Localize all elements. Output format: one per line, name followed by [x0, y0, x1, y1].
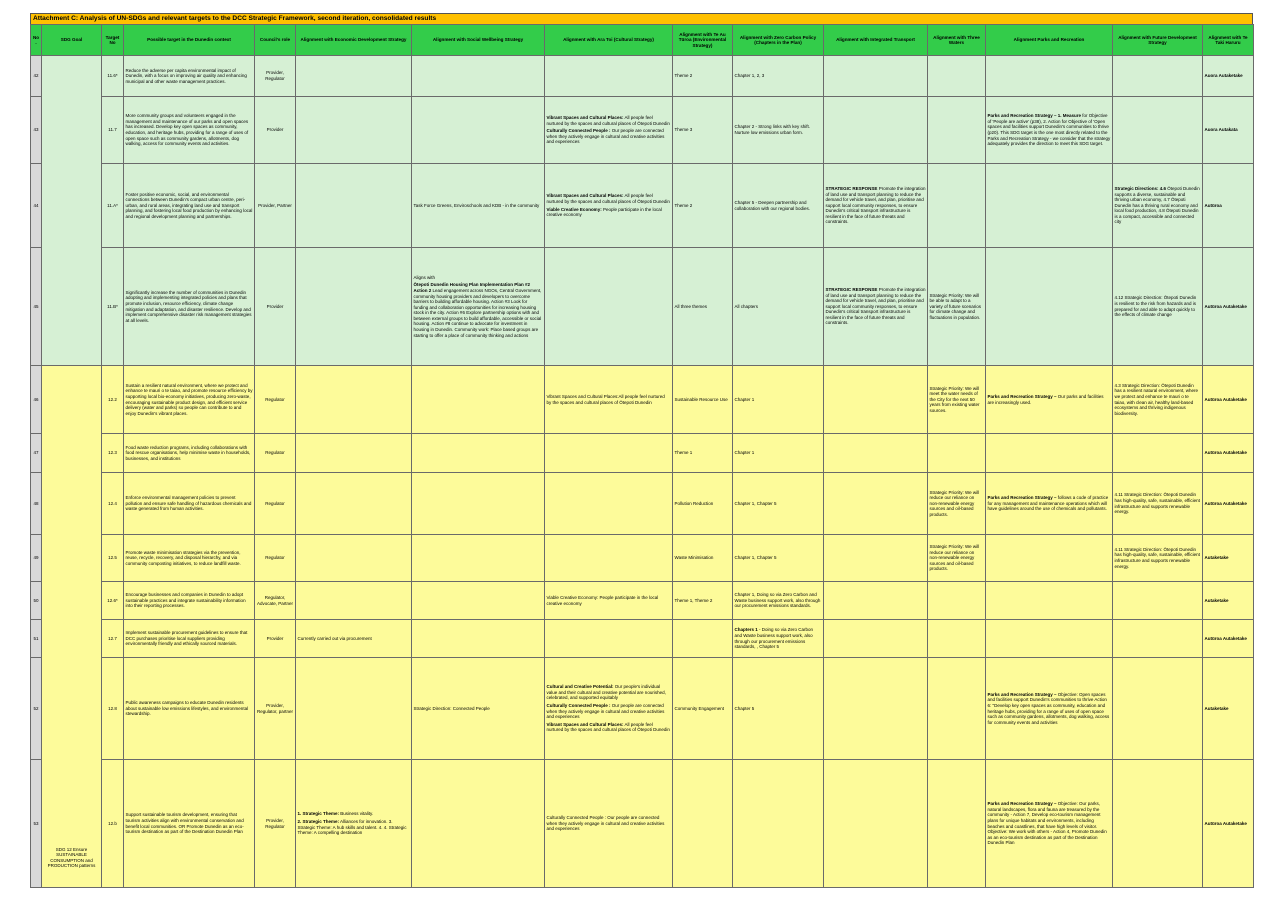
cell-paragraph: [826, 186, 926, 225]
bold-heading: Parks and Recreation Strategy – 1. Measure: [987, 113, 1082, 119]
body-text: Alliances for innovation. 3. Strategic Theme: A hub skills and talent. 4. 4. Strategic Theme: A compelling destination: [297, 818, 407, 836]
cell-paragraph: [988, 394, 1111, 405]
body-text: Vibrant Spaces and Cultural Places:All people feel nurtured by the spaces and cultural places of Ōtepoti Dunedin: [546, 393, 665, 405]
table-row: [31, 248, 1254, 366]
social-alignment[interactable]: [412, 620, 545, 658]
council-role[interactable]: Provider: [255, 97, 296, 164]
bold-heading: Chapters 1: [734, 627, 758, 633]
header-te-taki-haruru[interactable]: Alignment with Te Taki Haruru: [1203, 25, 1254, 56]
cell-paragraph: [1115, 186, 1201, 225]
row-number[interactable]: 48: [31, 473, 42, 535]
te-taki-haruru-alignment[interactable]: Autaketake: [1203, 582, 1254, 620]
body-text: Objective: Open spaces and facilities support Dunedin's communities to thrive Action 6: "Develop key open spaces as community, education and heritage hubs, providing for a range of uses of open space such as community gardens, allotments, dog walking, access for community events and activities: [987, 691, 1110, 725]
row-number[interactable]: 46: [31, 366, 42, 434]
future-development-alignment[interactable]: [1113, 620, 1203, 658]
cell-paragraph: [1115, 383, 1201, 417]
social-alignment[interactable]: [412, 434, 545, 473]
future-development-alignment[interactable]: [1113, 658, 1203, 760]
zero-carbon-alignment[interactable]: Chapter 1, 2, 3: [733, 56, 824, 97]
body-text: follows a code of practice for any management and maintenance operations which will have guidelines around the use of chemicals and pollutants.: [987, 495, 1109, 512]
row-number[interactable]: 51: [31, 620, 42, 658]
te-taki-haruru-alignment[interactable]: Auora Autakata: [1203, 97, 1254, 164]
target-number[interactable]: 11.A*: [102, 164, 124, 248]
body-text: Lead engagement across NGOs, Central Government, community housing providers and developers to overcome barriers to building affordable housing. Action #3 Look for funding and collaboration opportunities for increasing housing stock in the city. Action #6 Explore partnership options with and between external groups to build affordable, accessible or social housing. Action #8 continue to advocate for investment in housing in Dunedin. Community work: Place based groups are starting to offer a place of community thinking and actions: [413, 287, 542, 338]
transport-alignment[interactable]: [824, 658, 928, 760]
body-text: All people feel nurtured by the spaces and cultural places of Ōtepoti Dunedin: [546, 721, 670, 733]
row-number[interactable]: 43: [31, 97, 42, 164]
target-number[interactable]: 12.7: [102, 620, 124, 658]
transport-alignment[interactable]: [824, 97, 928, 164]
sdg-goal-11-cell[interactable]: [42, 56, 102, 366]
cell-paragraph: [988, 113, 1111, 147]
ara-toi-alignment[interactable]: [545, 97, 673, 164]
te-au-turoa-alignment[interactable]: All three themes: [673, 248, 733, 366]
social-alignment[interactable]: [412, 248, 545, 366]
target-number[interactable]: 12.4: [102, 473, 124, 535]
bold-heading: STRATEGIC RESPONSE: [825, 286, 878, 292]
body-text: 4.11 Strategic Direction: Ōtepoti Dunedin has high-quality, safe, sustainable, efficient infrastructure and supports renewable energy.: [1114, 546, 1200, 569]
header-no[interactable]: No.: [31, 25, 42, 56]
three-waters-alignment[interactable]: [928, 582, 986, 620]
header-economic[interactable]: Alignment with Economic Development Strategy: [296, 25, 412, 56]
bold-heading: Culturally Connected People :: [546, 128, 611, 134]
possible-target[interactable]: Sustain a resilient natural environment, where we protect and enhance te mauri o te taiao, and promote resource efficiency by supporting local bio-economy initiatives, producing zero-waste, encouraging sustainable product design, and efficient service delivery (water and parks) so people can contribute to and enjoy Dunedin's vibrant places.: [124, 366, 255, 434]
target-number[interactable]: 11.7: [102, 97, 124, 164]
target-number[interactable]: 12.6*: [102, 582, 124, 620]
bold-heading: Viable Creative Economy:: [546, 206, 602, 212]
te-au-turoa-alignment[interactable]: Community Engagement: [673, 658, 733, 760]
three-waters-alignment[interactable]: [928, 164, 986, 248]
cell-paragraph: [547, 207, 671, 218]
body-text: Our people are connected when they actively engage in cultural and creative activities and experiences: [546, 128, 665, 145]
table-row: [31, 620, 1254, 658]
alignment-table: [30, 24, 1254, 888]
header-parks[interactable]: Alignment Parks and Recreation: [986, 25, 1113, 56]
transport-alignment[interactable]: [824, 248, 928, 366]
social-alignment[interactable]: [412, 97, 545, 164]
bold-heading: Parks and Recreation Strategy –: [987, 495, 1057, 501]
header-ara-toi[interactable]: Alignment with Ara Toi (Cultural Strategy): [545, 25, 673, 56]
ara-toi-alignment[interactable]: [545, 620, 673, 658]
body-text: 4.11 Strategic Direction: Ōtepoti Dunedin has high-quality, safe, sustainable, efficient infrastructure and supports renewable energy.: [1114, 492, 1200, 515]
zero-carbon-alignment[interactable]: Chapter 1: [733, 434, 824, 473]
cell-paragraph: [547, 394, 671, 405]
spreadsheet: [30, 13, 1253, 888]
economic-alignment[interactable]: [296, 760, 412, 888]
possible-target[interactable]: Encourage businesses and companies in Dunedin to adopt sustainable practices and integrate sustainability information into their reporting processes.: [124, 582, 255, 620]
council-role[interactable]: Provider, Regulator: [255, 56, 296, 97]
economic-alignment[interactable]: [296, 97, 412, 164]
cell-paragraph: [547, 815, 671, 832]
possible-target[interactable]: Foster positive economic, social, and environmental connections between Dunedin's compact urban centre, peri-urban, and rural areas, integrating land use and transport planning, and fostering local food production by enhancing local and regional development planning and partnerships.: [124, 164, 255, 248]
body-text: All people feel nurtured by the spaces and cultural places of Ōtepoti Dunedin: [546, 115, 670, 126]
body-text: Business vitality.: [339, 811, 374, 817]
body-text: Ōtepoti Dunedin supports a diverse, sustainable and thriving urban economy, 4.7 Ōtepoti Dunedin has a thriving rural economy and local food production, 4.8 Ōtepoti Dunedin is a compact, accessible and connected city: [1114, 185, 1200, 225]
ara-toi-alignment[interactable]: [545, 248, 673, 366]
council-role[interactable]: Provider, Partner: [255, 164, 296, 248]
bold-heading: Vibrant Spaces and Cultural Places:: [546, 193, 624, 199]
council-role[interactable]: Provider, Regulator, partner: [255, 658, 296, 760]
target-number[interactable]: 12.b: [102, 760, 124, 888]
future-development-alignment[interactable]: [1113, 582, 1203, 620]
social-alignment[interactable]: [412, 760, 545, 888]
parks-alignment[interactable]: [986, 760, 1113, 888]
body-text: Viable Creative Economy: People participate in the local creative economy: [546, 594, 659, 606]
cell-paragraph: [547, 193, 671, 204]
body-text: All people feel nurtured by the spaces and cultural places of Ōtepoti Dunedin: [546, 193, 670, 204]
cell-paragraph: [547, 722, 671, 733]
zero-carbon-alignment[interactable]: Chapter 1, Doing so via Zero Carbon and Waste business support work, also through our procurement emissions standards.: [733, 582, 824, 620]
body-text: Objective: Our parks, natural landscapes, flora and fauna are treasured by the community - Action 7, Develop eco-tourism management plans for unique habitats and environments, including beaches and coastlines, that have high levels of visitor. Objective: We work with others - Action 4, Promote Dunedin as an eco-tourism destination as part of the Destination Dunedin Plan: [987, 801, 1107, 846]
transport-alignment[interactable]: [824, 582, 928, 620]
body-text: Culturally Connected People : Our people are connected when they actively engage in cultural and creative activities and experiences: [546, 815, 665, 832]
te-taki-haruru-alignment[interactable]: Autūroa Autaketake: [1203, 620, 1254, 658]
te-au-turoa-alignment[interactable]: [673, 760, 733, 888]
bold-heading: 1. Strategic Theme:: [297, 811, 340, 817]
three-waters-alignment[interactable]: Strategic Priority: We will be able to adapt to a variety of future scenarios for climate change and fluctuations in population.: [928, 248, 986, 366]
council-role[interactable]: Provider: [255, 248, 296, 366]
social-alignment[interactable]: Task Force Greens, Enviroschools and KDB - in the community: [412, 164, 545, 248]
cell-paragraph: [547, 703, 671, 720]
three-waters-alignment[interactable]: Strategic Priority: We will meet the water needs of the City for the next 50 years from existing water sources.: [928, 366, 986, 434]
te-taki-haruru-alignment[interactable]: Auora Autaketake: [1203, 56, 1254, 97]
transport-alignment[interactable]: [824, 760, 928, 888]
ara-toi-alignment[interactable]: [545, 658, 673, 760]
target-number[interactable]: 12.3: [102, 434, 124, 473]
parks-alignment[interactable]: [986, 366, 1113, 434]
te-taki-haruru-alignment[interactable]: Autūroa Autaketake: [1203, 473, 1254, 535]
bold-heading: Vibrant Spaces and Cultural Places:: [546, 115, 624, 121]
future-development-alignment[interactable]: [1113, 164, 1203, 248]
row-number[interactable]: 49: [31, 535, 42, 582]
three-waters-alignment[interactable]: [928, 434, 986, 473]
cell-paragraph: [826, 287, 926, 326]
ara-toi-alignment[interactable]: [545, 434, 673, 473]
te-au-turoa-alignment[interactable]: Theme 3: [673, 97, 733, 164]
economic-alignment[interactable]: [296, 434, 412, 473]
te-taki-haruru-alignment[interactable]: Autūroa: [1203, 164, 1254, 248]
transport-alignment[interactable]: [824, 56, 928, 97]
three-waters-alignment[interactable]: [928, 760, 986, 888]
row-number[interactable]: 52: [31, 658, 42, 760]
possible-target[interactable]: Significantly increase the number of communities in Dunedin adopting and implementing integrated policies and plans that promote inclusion, resource efficiency, climate change mitigation and adaptation, and disaster resilience. Develop and implement comprehensive disaster risk management strategies at all levels.: [124, 248, 255, 366]
bold-heading: Parks and Recreation Strategy –: [987, 801, 1057, 807]
zero-carbon-alignment[interactable]: Chapter 5 - Deepen partnership and collaboration with our regional bodies.: [733, 164, 824, 248]
social-alignment[interactable]: [412, 582, 545, 620]
parks-alignment[interactable]: [986, 582, 1113, 620]
bold-heading: Parks and Recreation Strategy –: [987, 691, 1057, 697]
header-social[interactable]: Alignment with Social Wellbeing Strategy: [412, 25, 545, 56]
header-target[interactable]: Target No: [102, 25, 124, 56]
bold-heading: Strategic Directions: 4.6: [1114, 185, 1167, 191]
table-row: [31, 760, 1254, 888]
parks-alignment[interactable]: [986, 473, 1113, 535]
council-role[interactable]: Regulator: [255, 366, 296, 434]
te-taki-haruru-alignment[interactable]: Autaketake: [1203, 658, 1254, 760]
te-au-turoa-alignment[interactable]: Theme 1: [673, 434, 733, 473]
header-row: [31, 25, 1254, 56]
parks-alignment[interactable]: [986, 97, 1113, 164]
cell-paragraph: [547, 684, 671, 701]
table-row: [31, 434, 1254, 473]
body-text: People participate in the local creative economy: [546, 206, 662, 218]
body-text: Our people are connected when they actively engage in cultural and creative activities and experiences: [546, 702, 665, 720]
future-development-alignment[interactable]: [1113, 434, 1203, 473]
zero-carbon-alignment[interactable]: Chapter 5: [733, 658, 824, 760]
body-text: 4.12 Strategic Direction: Ōtepoti Dunedin is resilient to the risk from hazards and is prepared for and able to adapt quickly to the effects of climate change: [1114, 295, 1197, 318]
cell-paragraph: [988, 692, 1111, 726]
cell-paragraph: [1115, 492, 1201, 514]
cell-paragraph: [1115, 547, 1201, 569]
header-transport[interactable]: Alignment with Integrated Transport: [824, 25, 928, 56]
cell-paragraph: [735, 627, 822, 649]
three-waters-alignment[interactable]: Strategic Priority: We will reduce our reliance on non-renewable energy sources and oil-based products.: [928, 535, 986, 582]
bold-heading: Parks and Recreation Strategy –: [987, 393, 1057, 399]
ara-toi-alignment[interactable]: [545, 760, 673, 888]
zero-carbon-alignment[interactable]: Chapter 2 - Strong links with key shift. Nurture low emissions urban form.: [733, 97, 824, 164]
body-text: Our parks and facilities are increasingly used.: [987, 393, 1104, 405]
bold-heading: Vibrant Spaces and Cultural Places:: [546, 721, 624, 727]
three-waters-alignment[interactable]: [928, 56, 986, 97]
te-au-turoa-alignment[interactable]: Pollution Reduction: [673, 473, 733, 535]
possible-target[interactable]: Implement sustainable procurement guidelines to ensure that DCC purchases prioritise local suppliers providing environmentally friendly and ethically sourced materials.: [124, 620, 255, 658]
economic-alignment[interactable]: [296, 658, 412, 760]
row-number[interactable]: 42: [31, 56, 42, 97]
transport-alignment[interactable]: [824, 620, 928, 658]
transport-alignment[interactable]: [824, 366, 928, 434]
bold-heading: 2. Strategic Theme:: [297, 818, 340, 824]
council-role[interactable]: Provider, Regulator: [255, 760, 296, 888]
row-number[interactable]: 50: [31, 582, 42, 620]
table-row: [31, 97, 1254, 164]
future-development-alignment[interactable]: [1113, 97, 1203, 164]
table-row: [31, 164, 1254, 248]
three-waters-alignment[interactable]: Strategic Priority: We will reduce our reliance on non-renewable energy sources and oil-based products.: [928, 473, 986, 535]
header-future-development[interactable]: Alignment with Future Development Strategy: [1113, 25, 1203, 56]
row-number[interactable]: 47: [31, 434, 42, 473]
transport-alignment[interactable]: [824, 164, 928, 248]
council-role[interactable]: Provider: [255, 620, 296, 658]
economic-alignment[interactable]: [296, 366, 412, 434]
zero-carbon-alignment[interactable]: All chapters: [733, 248, 824, 366]
row-number[interactable]: 45: [31, 248, 42, 366]
social-alignment[interactable]: Strategic Direction: Connected People: [412, 658, 545, 760]
possible-target[interactable]: More community groups and volunteers engaged in the management and maintenance of our parks and open spaces has increased. Develop key open spaces as community, education, and heritage hubs, providing for a range of uses of open space such as community gardens, allotments, dog walking, access for community events and activities.: [124, 97, 255, 164]
transport-alignment[interactable]: [824, 535, 928, 582]
economic-alignment[interactable]: Currently carried out via procurement: [296, 620, 412, 658]
zero-carbon-alignment[interactable]: [733, 620, 824, 658]
future-development-alignment[interactable]: [1113, 473, 1203, 535]
te-au-turoa-alignment[interactable]: Sustainable Resource Use: [673, 366, 733, 434]
bold-heading: STRATEGIC RESPONSE: [825, 185, 878, 191]
zero-carbon-alignment[interactable]: Chapter 1: [733, 366, 824, 434]
body-text: for Objective of 'People are active' (p38), 2. Action for Objective of 'Open spaces and facilities support Dunedin's communities to thrive (p20). This SDG target is the one most directly related to the Parks and Recreation Strategy - we consider that the strategy adequately provides the direction to meet this SDG target.: [987, 113, 1111, 147]
bold-heading: Cultural and Creative Potential:: [546, 684, 614, 690]
te-au-turoa-alignment[interactable]: [673, 620, 733, 658]
social-alignment[interactable]: [412, 535, 545, 582]
te-au-turoa-alignment[interactable]: Theme 2: [673, 164, 733, 248]
social-alignment[interactable]: [412, 366, 545, 434]
future-development-alignment[interactable]: [1113, 535, 1203, 582]
parks-alignment[interactable]: [986, 658, 1113, 760]
table-row: [31, 366, 1254, 434]
body-text: 4.3 Strategic Direction: Ōtepoti Dunedin has a resilient natural environment, where we protect and enhance te mauri o te taiao, with clean air, healthy land-based ecosystems and thriving indigenous biodiversity.: [1114, 382, 1199, 416]
header-three-waters[interactable]: Alignment with Three Waters: [928, 25, 986, 56]
body-text: - Doing so via Zero Carbon and Waste business support work, also through our procurement emissions standards, , Chapter 5: [734, 627, 814, 650]
cell-paragraph: [414, 275, 543, 281]
te-au-turoa-alignment[interactable]: Waste Minimisation: [673, 535, 733, 582]
council-role[interactable]: Regulator: [255, 473, 296, 535]
target-number[interactable]: 12.8: [102, 658, 124, 760]
cell-paragraph: [547, 115, 671, 126]
bold-heading: Culturally Connected People :: [546, 702, 611, 708]
body-text: Promote the integration of land use and transport planning to reduce the demand for vehicle travel, and plan, prioritise and support local community responses, to ensure Dunedin's critical transport infrastructure is resilient in the face of future threats and constraints.: [825, 185, 926, 225]
cell-paragraph: [988, 801, 1111, 846]
header-zero-carbon[interactable]: Alignment with Zero Carbon Policy (Chapters in the Plan): [733, 25, 824, 56]
economic-alignment[interactable]: [296, 164, 412, 248]
te-taki-haruru-alignment[interactable]: Autūroa Autaketake: [1203, 248, 1254, 366]
parks-alignment[interactable]: [986, 620, 1113, 658]
ara-toi-alignment[interactable]: [545, 56, 673, 97]
cell-paragraph: [298, 819, 410, 836]
economic-alignment[interactable]: [296, 535, 412, 582]
parks-alignment[interactable]: [986, 164, 1113, 248]
te-taki-haruru-alignment[interactable]: Autūroa Autaketake: [1203, 434, 1254, 473]
header-goal[interactable]: SDG Goal: [42, 25, 102, 56]
possible-target[interactable]: Food waste reduction programs, including collaborations with food rescue organisations, help minimise waste in households, businesses, and institutions: [124, 434, 255, 473]
bold-heading: Ōtepoti Dunedin Housing Plan Implementation Plan #2 Action 2: [413, 282, 531, 293]
header-te-au-turoa[interactable]: Alignment with Te Au Tūroa (Environmental Strategy): [673, 25, 733, 56]
possible-target[interactable]: Public awareness campaigns to educate Dunedin residents about sustainable low emissions lifestyles, and environmental stewardship.: [124, 658, 255, 760]
council-role[interactable]: Regulator: [255, 434, 296, 473]
three-waters-alignment[interactable]: [928, 658, 986, 760]
target-number[interactable]: 11.B*: [102, 248, 124, 366]
table-row: [31, 473, 1254, 535]
economic-alignment[interactable]: [296, 582, 412, 620]
te-taki-haruru-alignment[interactable]: Autaketake: [1203, 535, 1254, 582]
zero-carbon-alignment[interactable]: Chapter 1, Chapter 5: [733, 473, 824, 535]
body-text: Aligns with: [413, 274, 436, 280]
social-alignment[interactable]: [412, 473, 545, 535]
cell-paragraph: [1115, 295, 1201, 317]
zero-carbon-alignment[interactable]: [733, 760, 824, 888]
future-development-alignment[interactable]: [1113, 760, 1203, 888]
economic-alignment[interactable]: [296, 473, 412, 535]
cell-paragraph: [298, 811, 410, 817]
three-waters-alignment[interactable]: [928, 620, 986, 658]
sdg-goal-12-cell[interactable]: SDG 12 Ensure SUSTAINABLE CONSUMPTION and PRODUCTION patterns: [42, 366, 102, 888]
parks-alignment[interactable]: [986, 248, 1113, 366]
cell-paragraph: [547, 128, 671, 145]
possible-target[interactable]: Reduce the adverse per capita environmental impact of Dunedin, with a focus on improving air quality and enhancing municipal and other waste management practices.: [124, 56, 255, 97]
future-development-alignment[interactable]: [1113, 366, 1203, 434]
parks-alignment[interactable]: [986, 56, 1113, 97]
target-number[interactable]: 11.6*: [102, 56, 124, 97]
table-row: [31, 56, 1254, 97]
cell-paragraph: [988, 495, 1111, 512]
header-council-role[interactable]: Council's role: [255, 25, 296, 56]
cell-paragraph: [547, 595, 671, 606]
future-development-alignment[interactable]: [1113, 56, 1203, 97]
ara-toi-alignment[interactable]: [545, 535, 673, 582]
social-alignment[interactable]: [412, 56, 545, 97]
possible-target[interactable]: Support sustainable tourism development, ensuring that tourism activities align with environmental conservation and benefit local communities. OR Promote Dunedin as an eco-tourism destination as part of the Destination Dunedin Plan: [124, 760, 255, 888]
row-number[interactable]: 44: [31, 164, 42, 248]
table-row: [31, 582, 1254, 620]
body-text: Promote the integration of land use and transport planning to reduce the demand for vehicle travel, and plan, prioritise and support local community responses, to ensure Dunedin's critical transport infrastructure is resilient in the face of future threats and constraints.: [825, 286, 926, 326]
table-row: [31, 535, 1254, 582]
economic-alignment[interactable]: [296, 56, 412, 97]
te-taki-haruru-alignment[interactable]: Autūroa Autaketake: [1203, 366, 1254, 434]
transport-alignment[interactable]: [824, 473, 928, 535]
council-role[interactable]: Regulator, Advocate, Partner: [255, 582, 296, 620]
parks-alignment[interactable]: [986, 434, 1113, 473]
parks-alignment[interactable]: [986, 535, 1113, 582]
body-text: Our people's individual value and their cultural and creative potential are nourished, celebrated, and supported equitably: [546, 684, 666, 701]
sheet-title: Attachment C: Analysis of UN-SDGs and relevant targets to the DCC Strategic Framework, second iteration, consolidated results: [30, 13, 1253, 24]
ara-toi-alignment[interactable]: [545, 164, 673, 248]
ara-toi-alignment[interactable]: [545, 473, 673, 535]
possible-target[interactable]: Promote waste minimisation strategies via the prevention, reuse, recycle, recovery, and disposal hierarchy, and via community composting initiatives, to reduce landfill waste.: [124, 535, 255, 582]
zero-carbon-alignment[interactable]: Chapter 1, Chapter 5: [733, 535, 824, 582]
te-au-turoa-alignment[interactable]: Theme 2: [673, 56, 733, 97]
cell-paragraph: [414, 282, 543, 338]
ara-toi-alignment[interactable]: [545, 582, 673, 620]
target-number[interactable]: 12.5: [102, 535, 124, 582]
ara-toi-alignment[interactable]: [545, 366, 673, 434]
te-taki-haruru-alignment[interactable]: Autūroa Autaketake: [1203, 760, 1254, 888]
transport-alignment[interactable]: [824, 434, 928, 473]
table-row: [31, 658, 1254, 760]
council-role[interactable]: Regulator: [255, 535, 296, 582]
row-number[interactable]: 53: [31, 760, 42, 888]
three-waters-alignment[interactable]: [928, 97, 986, 164]
header-possible-target[interactable]: Possible target in the Dunedin context: [124, 25, 255, 56]
target-number[interactable]: 12.2: [102, 366, 124, 434]
economic-alignment[interactable]: [296, 248, 412, 366]
te-au-turoa-alignment[interactable]: Theme 1, Theme 2: [673, 582, 733, 620]
possible-target[interactable]: Enforce environmental management policies to prevent pollution and ensure safe handling of hazardous chemicals and waste generated from human activities.: [124, 473, 255, 535]
future-development-alignment[interactable]: [1113, 248, 1203, 366]
